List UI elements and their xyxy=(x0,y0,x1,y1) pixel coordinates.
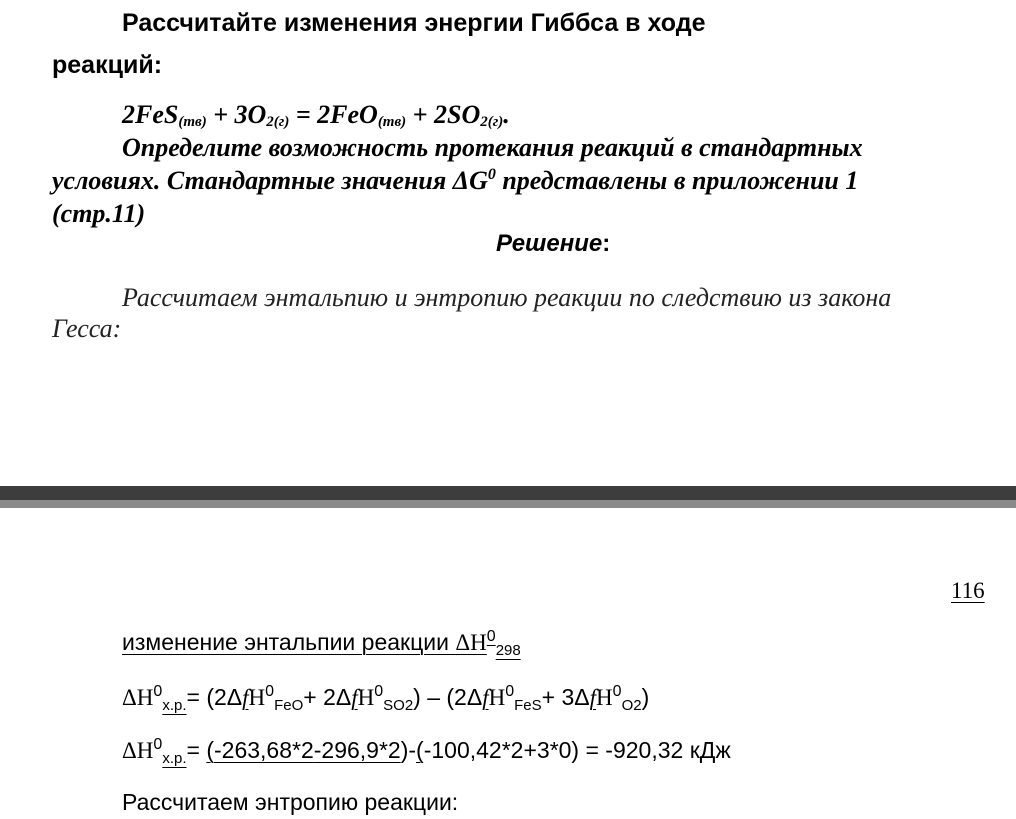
task-heading-line2: реакций: xyxy=(52,51,163,79)
page-separator-light xyxy=(0,500,1016,508)
enthalpy-label: изменение энтальпии реакции $\Delta H^0_{298}$ xyxy=(122,628,521,659)
enthalpy-formula: $\Delta H^0_{х.р.}= (2\Delta fH^0_{FeO}+ 2\Delta fH^0_{SO2}) - (2\Delta fH^0_{FeS}+ 3\Delta fH^0_{O2})$ xyxy=(122,683,650,714)
calc-intro-line2: Гесса: xyxy=(52,314,122,343)
task-heading-line1: Рассчитайте изменения энергии Гиббса в ходе xyxy=(122,9,706,37)
determine-line2: условиях. Стандартные значения $\Delta G^0$ представлены в приложении 1 xyxy=(52,166,859,195)
determine-line3: (стр.11) xyxy=(52,199,146,228)
calc-intro-line1: Рассчитаем энтальпию и энтропию реакции по следствию из закона xyxy=(122,283,892,312)
entropy-intro: Рассчитаем энтропию реакции: xyxy=(122,789,459,815)
page-separator xyxy=(0,486,1016,508)
enthalpy-calculation: $\Delta H^0_{х.р.}= (-263,68*2-296,9*2)-(-100,42*2+3*0) = -920,32$ кДж xyxy=(122,736,731,767)
determine-line1: Определите возможность протекания реакций в стандартных xyxy=(122,133,863,162)
page-separator-dark xyxy=(0,486,1016,500)
solution-heading: Решение: xyxy=(496,230,611,257)
page-number: 116 xyxy=(951,578,985,603)
reaction-equation: $2FeS_{(тв)} + 3O_{2(г)} = 2FeO_{(тв)} + 2SO_{2(г)}$. xyxy=(122,100,510,130)
